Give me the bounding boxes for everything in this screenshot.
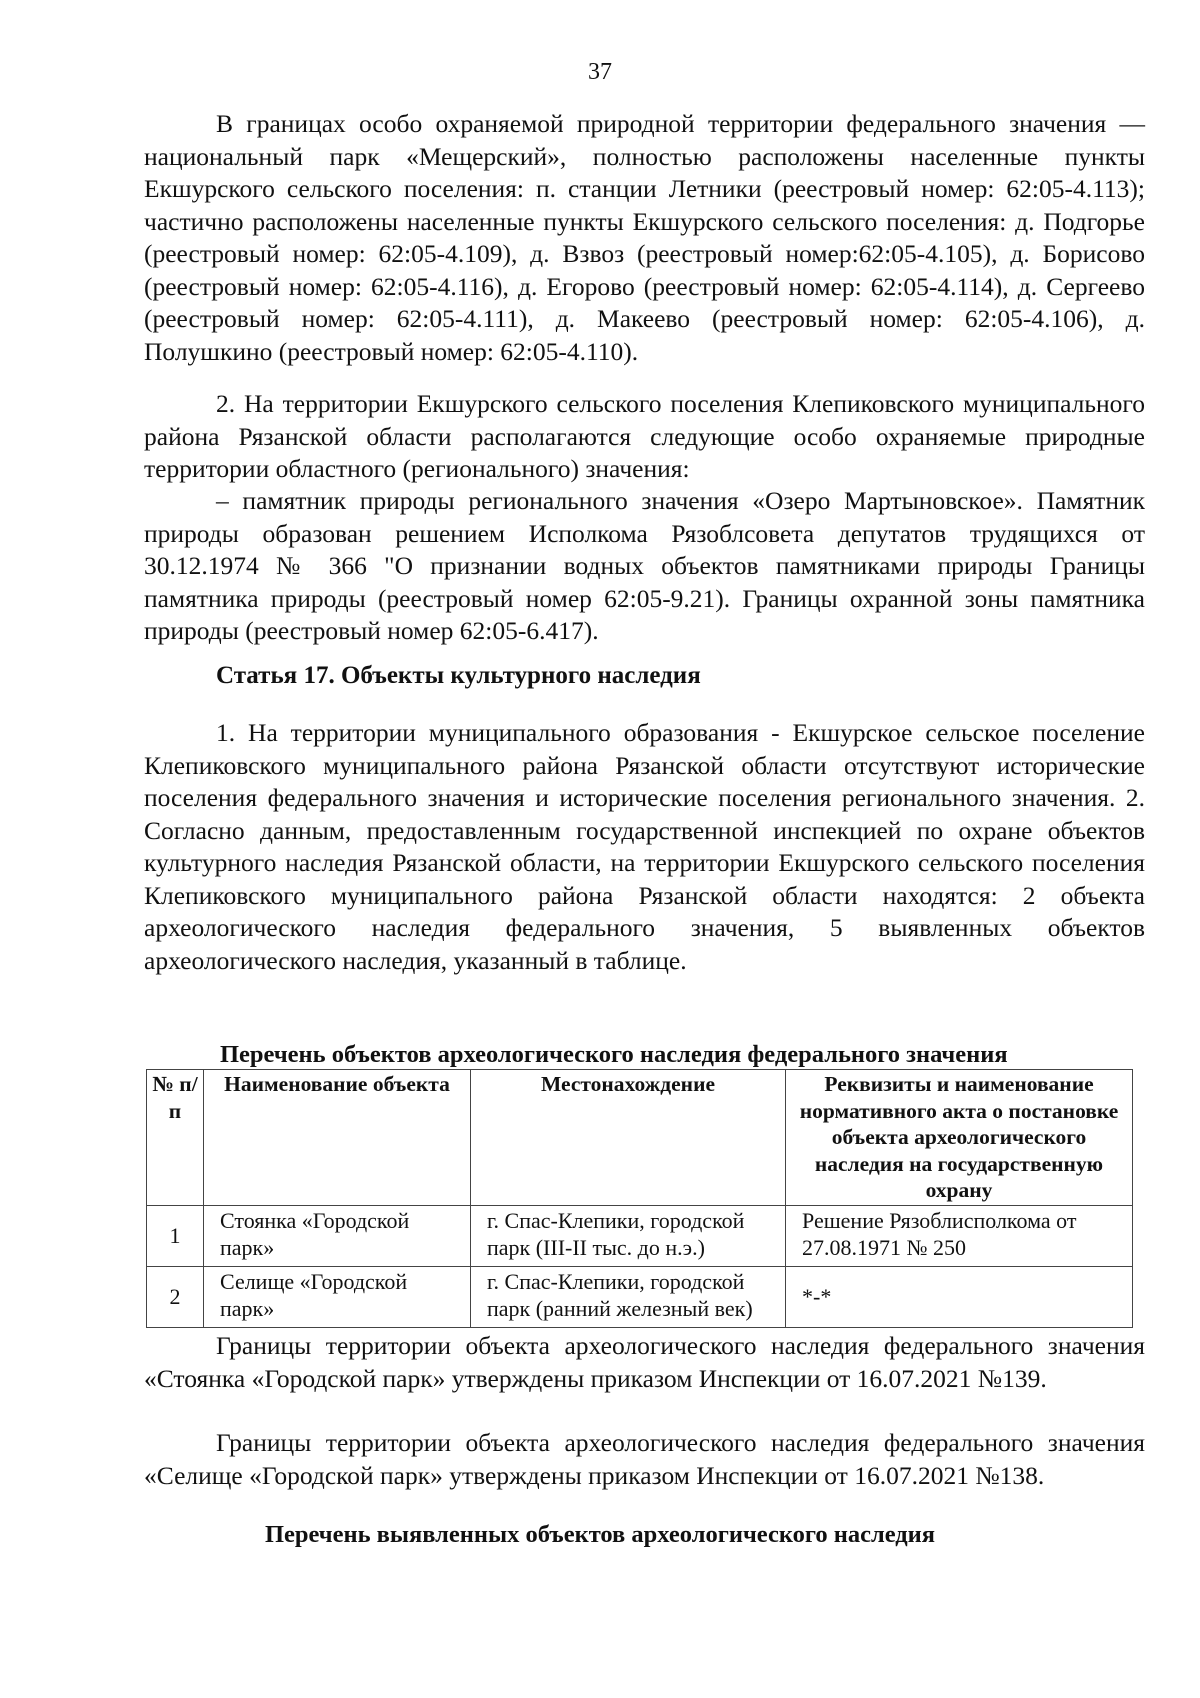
column-header-name: Наименование объекта [204, 1070, 471, 1206]
page-number: 37 [588, 59, 612, 85]
sub-heading: Перечень выявленных объектов археологического наследия [264, 1521, 936, 1548]
row-num: 2 [147, 1266, 204, 1327]
row-location: г. Спас-Клепики, городской парк (ранний железный век) [471, 1266, 786, 1327]
row-location: г. Спас-Клепики, городской парк (III-II тыс. до н.э.) [471, 1205, 786, 1266]
paragraph-selishche-boundaries: Границы территории объекта археологического наследия федерального значения «Селище «Городской парк» утверждены приказом Инспекции от 16.07.2021 №138. [144, 1428, 1145, 1490]
row-requisites: Решение Рязоблисполкома от 27.08.1971 № 250 [786, 1205, 1133, 1266]
row-name: Селище «Городской парк» [204, 1266, 471, 1327]
paragraph-cultural-heritage: 1. На территории муниципального образования - Екшурское сельское поселение Клепиковского муниципального района Рязанской области отсутствуют исторические поселения федерального значения и исторические поселения регионального значения. 2. Согласно данным, предоставленным государственной инспекцией по охране объектов культурного наследия Рязанской области, на территории Екшурского сельского поселения Клепиковского муниципального района Рязанской области находятся: 2 объекта археологического наследия федерального значения, 5 выявленных объектов археологического наследия, указанный в таблице. [144, 718, 1145, 975]
paragraph-stoyanka-boundaries: Границы территории объекта археологического наследия федерального значения «Стоянка «Городской парк» утверждены приказом Инспекции от 16.07.2021 №139. [144, 1331, 1145, 1393]
row-num: 1 [147, 1205, 204, 1266]
article-heading: Статья 17. Объекты культурного наследия [216, 662, 701, 689]
column-header-requisites: Реквизиты и наименование нормативного акта о постановке объекта археологического наследия на государственную охрану [786, 1070, 1133, 1206]
heritage-objects-table [146, 1069, 1133, 1328]
paragraph-nature-monument: – памятник природы регионального значения «Озеро Мартыновское». Памятник природы образован решением Исполкома Рязоблсовета депутатов трудящихся от 30.12.1974 № 366 "О признании водных объектов памятниками природы Границы памятника природы (реестровый номер 62:05-9.21). Границы охранной зоны памятника природы (реестровый номер 62:05-6.417). [144, 486, 1145, 645]
row-requisites: *-* [786, 1266, 1133, 1327]
paragraph-regional-territories: 2. На территории Екшурского сельского поселения Клепиковского муниципального района Рязанской области располагаются следующие особо охраняемые природные территории областного (регионального) значения: [144, 389, 1145, 483]
table-header-row [147, 1070, 1133, 1206]
column-header-location: Местонахождение [471, 1070, 786, 1206]
table-row [147, 1266, 1133, 1327]
table-row [147, 1205, 1133, 1266]
table-title: Перечень объектов археологического наследия федерального значения [220, 1041, 1008, 1068]
column-header-num: № п/п [147, 1070, 204, 1206]
paragraph-protected-territory: В границах особо охраняемой природной территории федерального значения — национальный парк «Мещерский», полностью расположены населенные пункты Екшурского сельского поселения: п. станции Летники (реестровый номер: 62:05-4.113); частично расположены населенные пункты Екшурского сельского поселения: д. Подгорье (реестровый номер: 62:05-4.109), д. Взвоз (реестровый номер:62:05-4.105), д. Борисово (реестровый номер: 62:05-4.116), д. Егорово (реестровый номер: 62:05-4.114), д. Сергеево (реестровый номер: 62:05-4.111), д. Макеево (реестровый номер: 62:05-4.106), д. Полушкино (реестровый номер: 62:05-4.110). [144, 109, 1145, 366]
row-name: Стоянка «Городской парк» [204, 1205, 471, 1266]
